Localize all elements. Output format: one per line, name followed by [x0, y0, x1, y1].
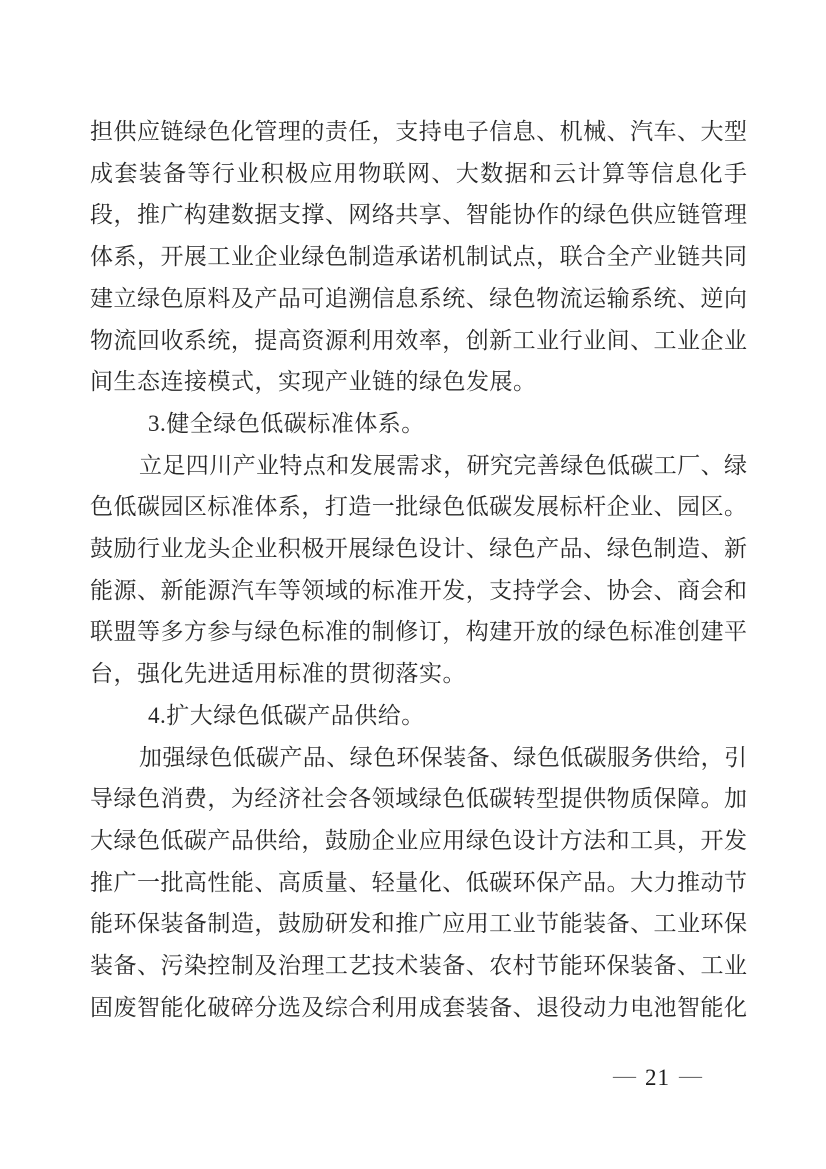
text-line: 担供应链绿色化管理的责任，支持电子信息、机械、汽车、大型 [90, 119, 747, 144]
numbered-heading: 3.健全绿色低碳标准体系。 [148, 410, 425, 436]
text-line: 体系，开展工业企业绿色制造承诺机制试点，联合全产业链共同 [90, 244, 747, 270]
page-footer [613, 1064, 702, 1091]
text-line: 成套装备等行业积极应用物联网、大数据和云计算等信息化手 [90, 160, 747, 186]
text-line: 立足四川产业特点和发展需求，研究完善绿色低碳工厂、绿 [139, 452, 747, 478]
text-line: 色低碳园区标准体系，打造一批绿色低碳发展标杆企业、园区。 [90, 494, 747, 520]
text-line: 段，推广构建数据支撑、网络共享、智能协作的绿色供应链管理 [90, 202, 747, 228]
footer-dash-right: — [679, 1063, 702, 1088]
text-line: 联盟等多方参与绿色标准的制修订，构建开放的绿色标准创建平 [90, 619, 747, 645]
footer-dash-left: — [613, 1063, 636, 1088]
text-line: 能环保装备制造，鼓励研发和推广应用工业节能装备、工业环保 [90, 911, 747, 937]
text-line: 加强绿色低碳产品、绿色环保装备、绿色低碳服务供给，引 [139, 744, 747, 770]
text-line: 间生态连接模式，实现产业链的绿色发展。 [90, 369, 537, 395]
text-line: 大绿色低碳产品供给，鼓励企业应用绿色设计方法和工具，开发 [90, 827, 747, 853]
text-line: 导绿色消费，为经济社会各领域绿色低碳转型提供物质保障。加 [90, 786, 747, 812]
text-block [90, 111, 747, 1028]
numbered-heading: 4.扩大绿色低碳产品供给。 [148, 702, 425, 728]
text-line: 固废智能化破碎分选及综合利用成套装备、退役动力电池智能化 [90, 994, 747, 1020]
text-line: 推广一批高性能、高质量、轻量化、低碳环保产品。大力推动节 [90, 869, 747, 895]
text-line: 物流回收系统，提高资源利用效率，创新工业行业间、工业企业 [90, 327, 747, 353]
page-number: 21 [645, 1065, 670, 1090]
text-line: 能源、新能源汽车等领域的标准开发，支持学会、协会、商会和 [90, 577, 747, 603]
text-line: 鼓励行业龙头企业积极开展绿色设计、绿色产品、绿色制造、新 [90, 536, 747, 562]
text-line: 台，强化先进适用标准的贯彻落实。 [90, 661, 466, 687]
text-line: 建立绿色原料及产品可追溯信息系统、绿色物流运输系统、逆向 [90, 285, 747, 311]
text-line: 装备、污染控制及治理工艺技术装备、农村节能环保装备、工业 [90, 953, 747, 979]
